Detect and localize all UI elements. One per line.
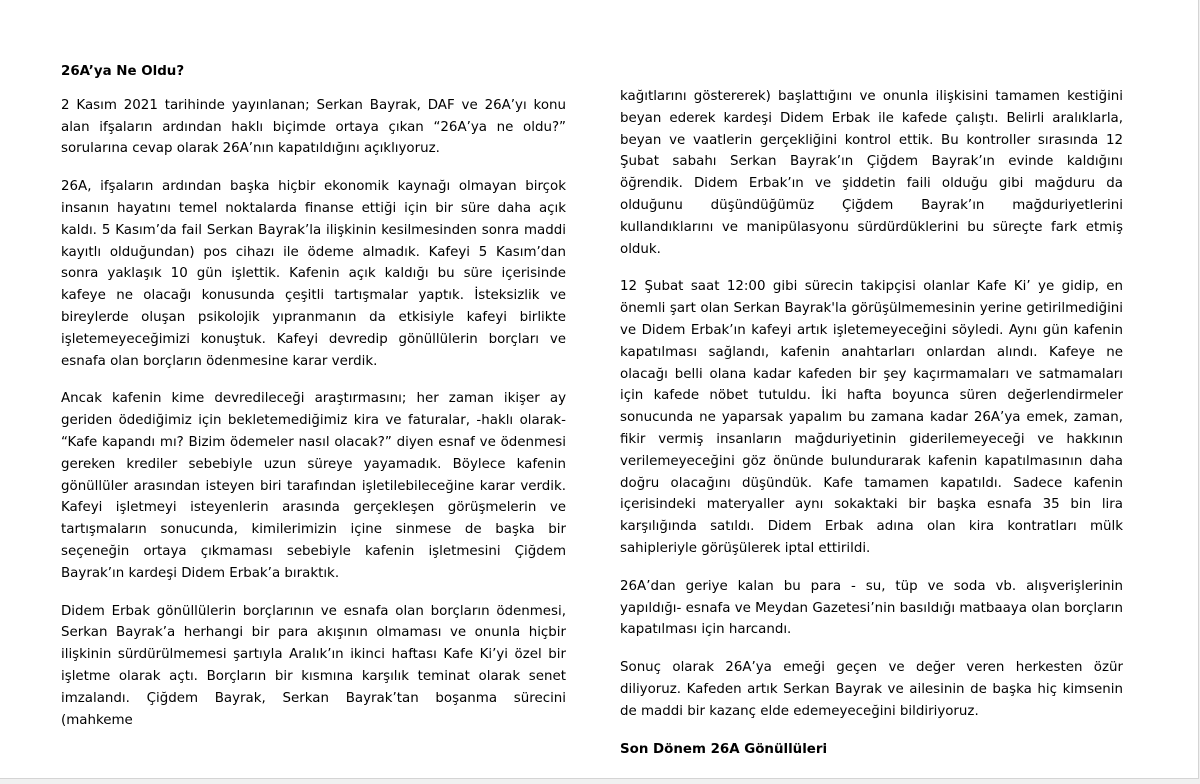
document-title: 26A’ya Ne Oldu? (61, 64, 185, 79)
paragraph: 26A, ifşaların ardından başka hiçbir ekonomik kaynağı olmayan birçok insanın hayatını temel noktalarda finanse ettiği için bir süre daha açık kaldı. 5 Kasım’da fail Serkan Bayrak’la ilişkinin kesilmesinden sonra maddi kayıtlı olduğundan) pos cihazı ile ödeme almadık. Kafeyi 5 Kasım’dan sonra yaklaşık 10 gün işlettik. Kafenin açık kaldığı bu süre içerisinde kafeye ne olacağı konusunda çeşitli tartışmalar yaptık. İsteksizlik ve bireylerde oluşan psikolojik yıpranmanın da etkisiyle kafeyi birlikte işletemeyeceğimizi konuştuk. Kafeyi devredip gönüllülerin borçları ve esnafa olan borçların ödenmesine karar verdik. (61, 179, 566, 369)
right-column (620, 86, 1123, 776)
paragraph: kağıtlarını göstererek) başlattığını ve onunla ilişkisini tamamen kestiğini beyan ederek kardeşi Didem Erbak ile kafede çalıştı. Belirli aralıklarla, beyan ve vaatlerin gerçekliğini kontrol ettik. Bu kontroller sırasında 12 Şubat sabahı Serkan Bayrak’ın Çiğdem Bayrak’ın evinde kaldığını öğrendik. Didem Erbak’ın ve şiddetin faili olduğu gibi mağduru da olduğunu düşündüğümüz Çiğdem Bayrak’ın mağduriyetlerini kullandıklarını ve manipülasyonu sürdürdüklerini bu süreçte fark etmiş olduk. (620, 89, 1123, 257)
paragraph: 26A’dan geriye kalan bu para - su, tüp ve soda vb. alışverişlerinin yapıldığı- esnafa ve Meydan Gazetesi’nin basıldığı matbaaya olan borçların kapatılması için harcandı. (620, 578, 1123, 638)
paragraph: Sonuç olarak 26A’ya emeği geçen ve değer veren herkesten özür diliyoruz. Kafeden artık Serkan Bayrak ve ailesinin de başka hiç kimsenin de maddi bir kazanç elde edemeyeceğini bildiriyoruz. (620, 660, 1123, 719)
paragraph: Didem Erbak gönüllülerin borçlarının ve esnafa olan borçların ödenmesi, Serkan Bayrak’a herhangi bir para akışının olmaması ve onunla hiçbir ilişkinin sürdürülmemesi şartıyla Aralık’ın ikinci haftası Kafe Ki’yi özel bir işletme olarak açtı. Borçların bir kısmına karşılık teminat olarak senet imzalandı. Çiğdem Bayrak, Serkan Bayrak’tan boşanma sürecini (mahkeme (61, 603, 566, 728)
signature: Son Dönem 26A Gönüllüleri (620, 741, 828, 757)
left-column (61, 61, 566, 747)
paragraph: Ancak kafenin kime devredileceği araştırmasını; her zaman ikişer ay geriden ödediğimiz için bekletemediğimiz kira ve faturalar, -haklı olarak- “Kafe kapandı mı? Bizim ödemeler nasıl olacak?” diyen esnaf ve ödenmesi gereken krediler sebebiyle uzun süreye yayamadık. Böylece kafenin gönüllüler arasından isteyen biri tarafından işletilebileceğine karar verdik. Kafeyi işletmeyi isteyenlerin arasında gerçekleşen görüşmelerin ve tartışmaların sonucunda, kimilerimizin içine sinmese de başka bir seçeneğin ortaya çıkmaması sebebiyle kafenin işletmesini Çiğdem Bayrak’ın kardeşi Didem Erbak’a bıraktık. (61, 391, 566, 581)
paragraph: 12 Şubat saat 12:00 gibi sürecin takipçisi olanlar Kafe Ki’ ye gidip, en önemli şart olan Serkan Bayrak'la görüşülmemesinin yerine getirilmediğini ve Didem Erbak’ın kafeyi artık işletemeyeceğini söyledi. Aynı gün kafenin kapatılması sağlandı, kafenin anahtarları onlardan alındı. Kafeye ne olacağı belli olana kadar kafeden bir şey kaçırmamaları ve satmamaları için kafede nöbet tutuldu. İki hafta boyunca süren değerlendirmeler sonucunda ne yaparsak yapalım bu zamana kadar 26A’ya emek, zaman, fikir vermiş insanların mağduriyetinin giderilemeyeceği ve hakkının verilemeyeceğini göz önünde bulundurarak kafenin kapatılmasının daha doğru olacağını düşündük. Kafe tamamen kapatıldı. Sadece kafenin içerisindeki materyaller aynı sokaktaki bir başka esnafa 35 bin lira karşılığında satıldı. Didem Erbak adına olan kira kontratları mülk sahipleriyle görüşülerek iptal ettirildi. (620, 279, 1123, 556)
paragraph: 2 Kasım 2021 tarihinde yayınlanan; Serkan Bayrak, DAF ve 26A’yı konu alan ifşaların ardından haklı biçimde ortaya çıkan “26A’ya ne oldu?” sorularına cevap olarak 26A’nın kapatıldığını açıklıyoruz. (61, 97, 566, 157)
